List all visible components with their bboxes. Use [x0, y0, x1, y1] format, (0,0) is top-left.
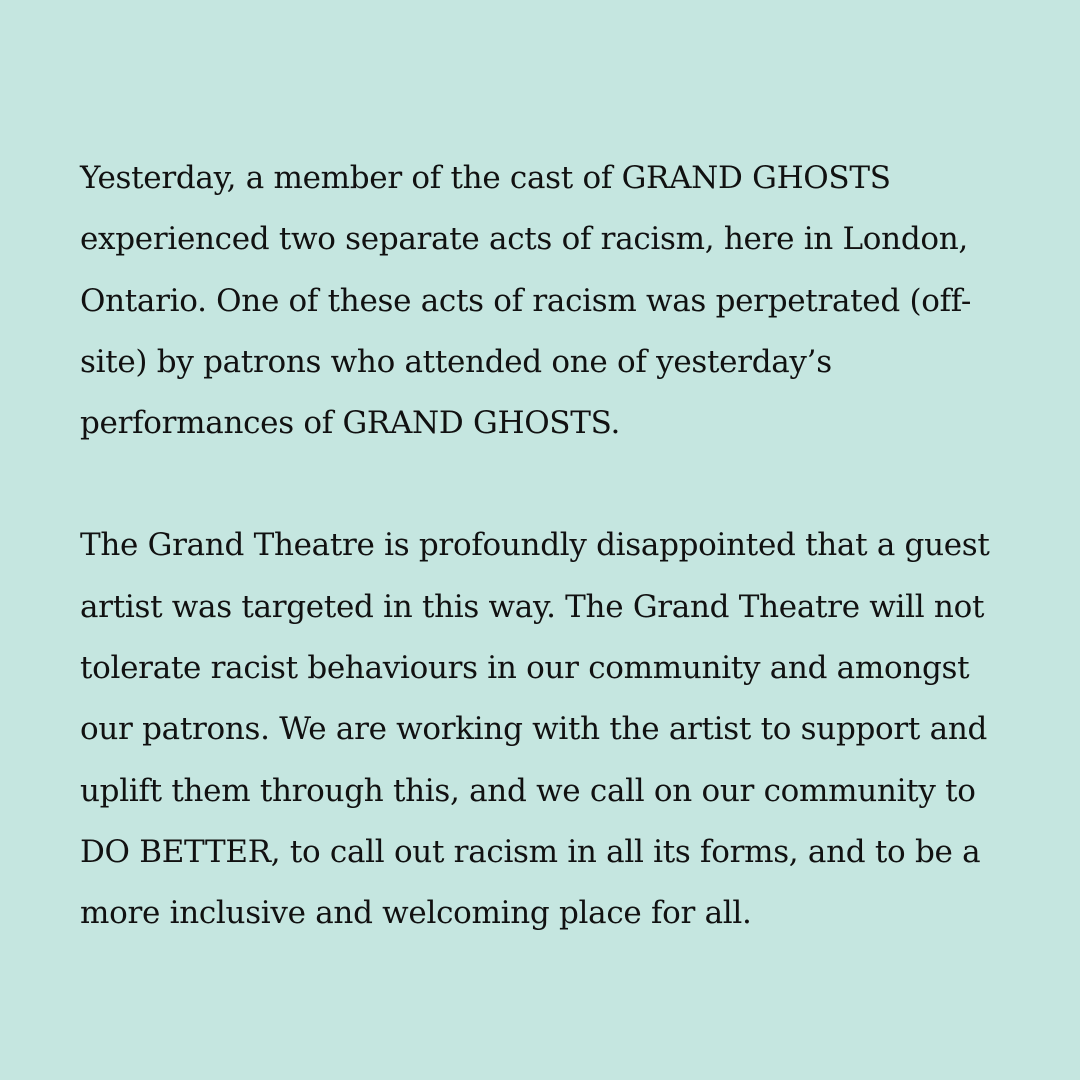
paragraph-response — [80, 515, 1020, 944]
paragraph-incident — [80, 148, 1020, 454]
text-line: performances of GRAND GHOSTS. — [80, 405, 621, 442]
text-line: experienced two separate acts of racism, here in London, — [80, 221, 968, 258]
text-line: our patrons. We are working with the artist to support and — [80, 711, 988, 748]
statement-text — [80, 148, 1020, 945]
text-line: uplift them through this, and we call on our community to — [80, 772, 976, 809]
text-line: Yesterday, a member of the cast of GRAND GHOSTS — [80, 160, 891, 196]
text-line: DO BETTER, to call out racism in all its forms, and to be a — [80, 833, 981, 870]
text-line: Ontario. One of these acts of racism was perpetrated (off- — [80, 282, 972, 319]
text-line: tolerate racist behaviours in our community and amongst — [80, 650, 970, 687]
text-line: more inclusive and welcoming place for all. — [80, 895, 752, 932]
text-line: site) by patrons who attended one of yesterday’s — [80, 343, 832, 380]
text-line: The Grand Theatre is profoundly disappointed that a guest — [80, 527, 990, 564]
text-line: artist was targeted in this way. The Grand Theatre will not — [80, 588, 985, 625]
